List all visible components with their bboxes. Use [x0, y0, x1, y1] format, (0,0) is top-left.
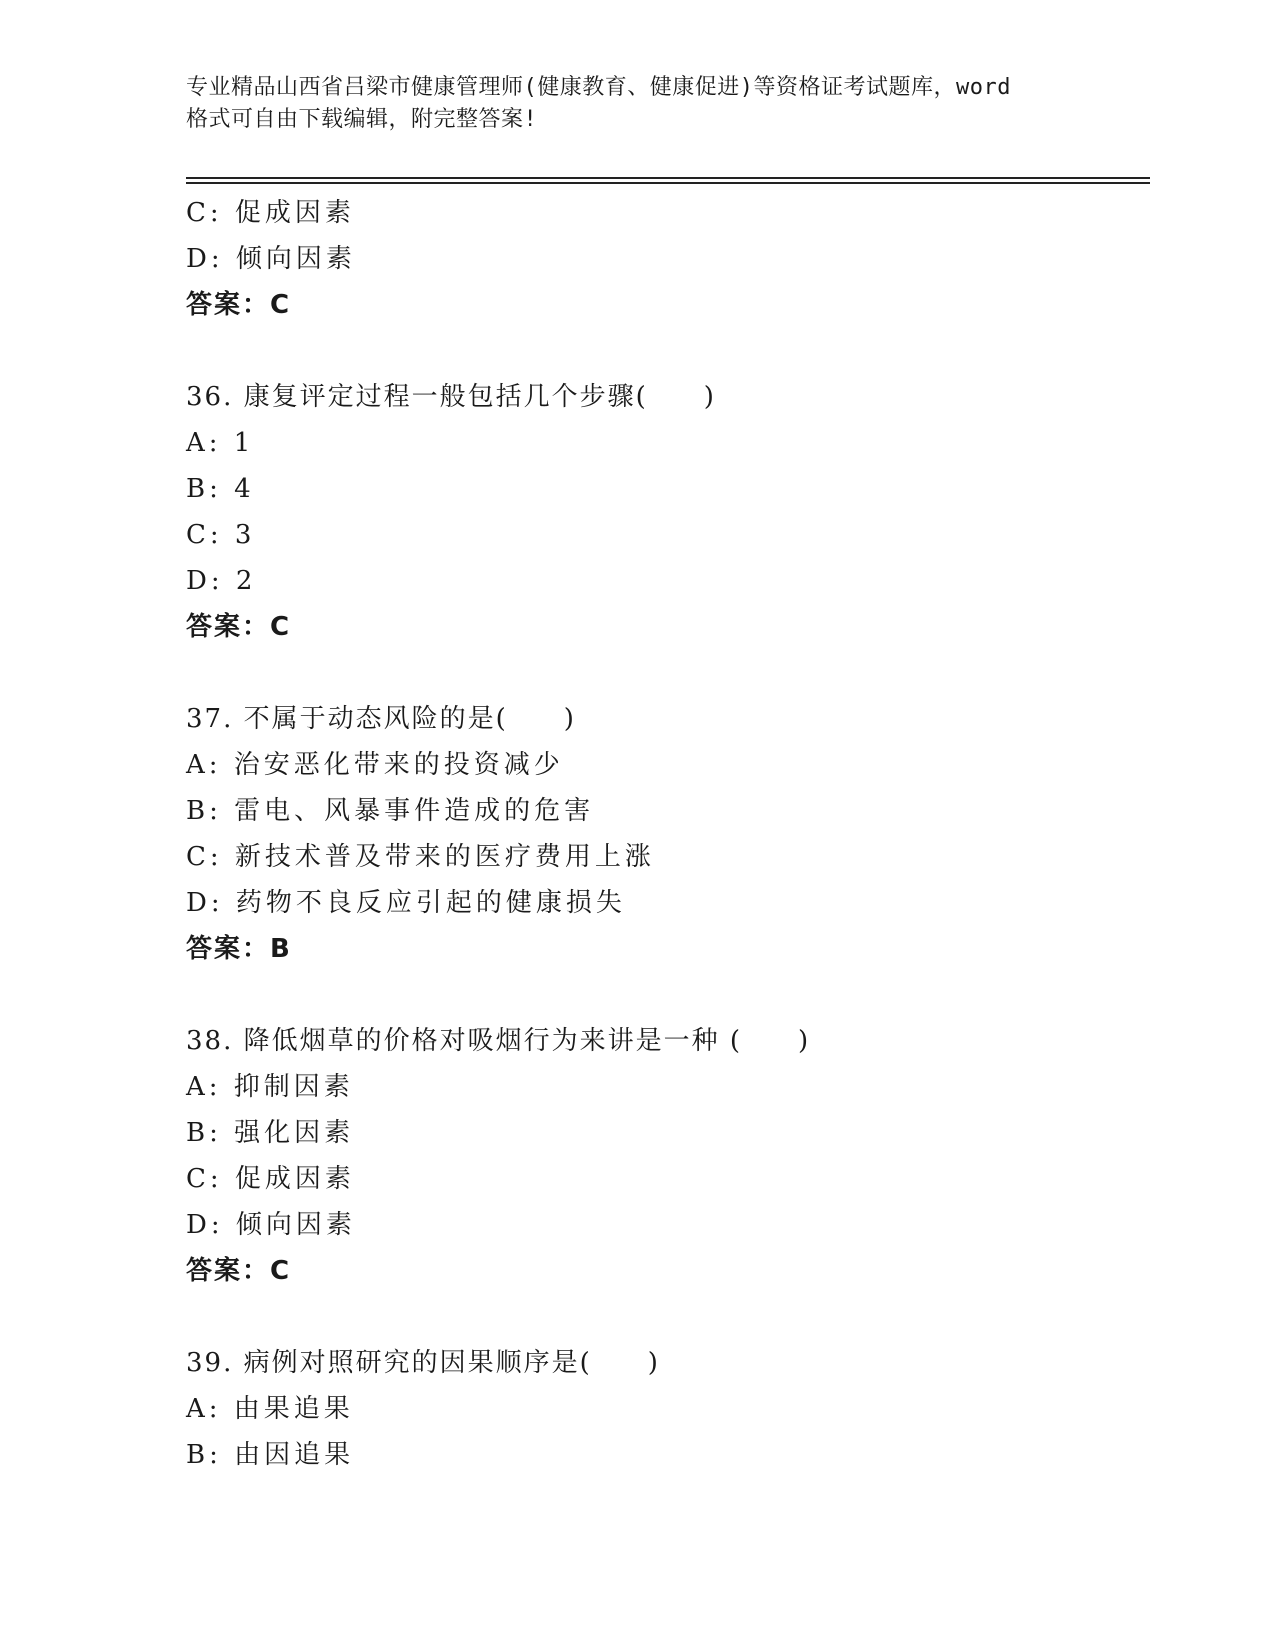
question-stem: 36. 康复评定过程一般包括几个步骤( ) [186, 382, 716, 412]
question-stem: 37. 不属于动态风险的是( ) [186, 704, 576, 734]
question-list [186, 190, 1146, 1478]
question-36 [186, 374, 1146, 650]
header-line-2: 格式可自由下载编辑，附完整答案! [186, 107, 538, 132]
option-b: B: 强化因素 [186, 1118, 355, 1148]
option-d: D: 倾向因素 [186, 244, 356, 274]
partial-question [186, 190, 1146, 328]
option-c: C: 促成因素 [186, 1164, 355, 1194]
option-b: B: 雷电、风暴事件造成的危害 [186, 796, 595, 826]
answer-line: 答案：B [186, 934, 292, 964]
header-divider-top [186, 177, 1150, 179]
spacer [186, 1294, 1146, 1340]
question-stem: 39. 病例对照研究的因果顺序是( ) [186, 1348, 660, 1378]
option-d: D: 倾向因素 [186, 1210, 356, 1240]
answer-line: 答案：C [186, 290, 292, 320]
question-37 [186, 696, 1146, 972]
option-a: A: 由果追果 [186, 1394, 354, 1424]
option-b: B: 由因追果 [186, 1440, 355, 1470]
option-a: A: 抑制因素 [186, 1072, 354, 1102]
answer-line: 答案：C [186, 1256, 292, 1286]
document-header [186, 72, 1086, 136]
option-d: D: 药物不良反应引起的健康损失 [186, 888, 626, 918]
header-divider-bottom [186, 182, 1150, 184]
question-stem: 38. 降低烟草的价格对吸烟行为来讲是一种 ( ) [186, 1026, 811, 1056]
option-c: C: 3 [186, 520, 256, 550]
question-38 [186, 1018, 1146, 1294]
option-a: A: 治安恶化带来的投资减少 [186, 750, 564, 780]
option-c: C: 促成因素 [186, 198, 355, 228]
option-c: C: 新技术普及带来的医疗费用上涨 [186, 842, 655, 872]
option-a: A: 1 [186, 428, 255, 458]
spacer [186, 972, 1146, 1018]
spacer [186, 650, 1146, 696]
option-d: D: 2 [186, 566, 257, 596]
answer-line: 答案：C [186, 612, 292, 642]
header-line-1: 专业精品山西省吕梁市健康管理师(健康教育、健康促进)等资格证考试题库，word [186, 75, 1011, 100]
spacer [186, 328, 1146, 374]
option-b: B: 4 [186, 474, 255, 504]
question-39 [186, 1340, 1146, 1478]
